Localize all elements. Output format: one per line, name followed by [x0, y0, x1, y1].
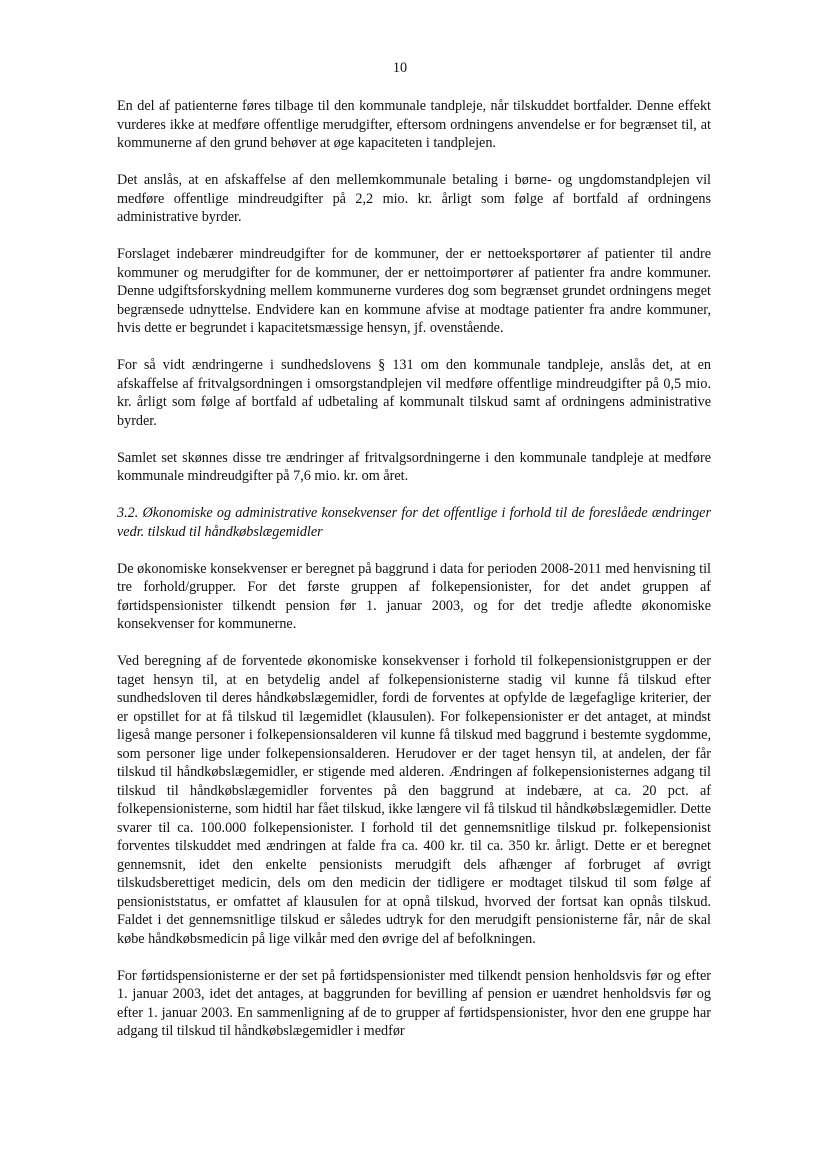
- paragraph-intermunicipal-payment: Det anslås, at en afskaffelse af den mellemkommunale betaling i børne- og ungdomstandplejen vil medføre offentlige mindreudgifter på 2,2 mio. kr. årligt som følge af bortfald af ordningens administrative byrder.: [117, 172, 711, 225]
- paragraph-pensioner-group: Ved beregning af de forventede økonomiske konsekvenser i forhold til folkepensionistgruppen er der taget hensyn til, at en betydelig andel af folkepensionisterne stadig vil kunne få tilskud efter sundhedsloven til deres håndkøbslægemidler, fordi de forventes at opfylde de lægefaglige kriterier, der er opstillet for at få tilskud til lægemidlet (klausulen). For folkepensionister er det antaget, at mindst ligeså mange personer i folkepensionsalderen vil kunne få tilskud med baggrund i bestemte sygdomme, som personer lige under folkepensionsalderen. Herudover er der taget hensyn til, at andelen, der får tilskud til håndkøbslægemidler, er stigende med alderen. Ændringen af folkepensionisternes adgang til tilskud til håndkøbslægemidler forventes på den baggrund at indebære, at ca. 20 pct. af folkepensionisterne, som hidtil har fået tilskud, ikke længere vil få tilskud til håndkøbslægemidler. Dette svarer til ca. 100.000 folkepensionister. I forhold til det gennemsnitlige tilskud pr. folkepensionist forventes tilskuddet med ændringen at falde fra ca. 400 kr. til ca. 350 kr. årligt. Dette er et beregnet gennemsnit, idet den enkelte pensionists merudgift dels afhænger af forbruget af øvrigt tilskudsberettiget medicin, dels om den medicin der tidligere er modtaget tilskud til som følge af pensioniststatus, er omfattet af klausulen for at opnå tilskud, hvorved der fortsat kan opnås tilskud. Faldet i det gennemsnitlige tilskud er således udtryk for den merudgift pensionisterne får, når de skal købe håndkøbsmedicin på lige vilkår med den øvrige del af befolkningen.: [117, 653, 711, 947]
- paragraph-total-estimate: Samlet set skønnes disse tre ændringer af fritvalgsordningerne i den kommunale tandpleje at medføre kommunale mindreudgifter på 7,6 mio. kr. om året.: [117, 449, 711, 484]
- paragraph-calculation-basis: De økonomiske konsekvenser er beregnet på baggrund i data for perioden 2008-2011 med henvisning til tre forhold/grupper. For det første gruppen af folkepensionister, for det andet gruppen af førtidspensionister tilkendt pension før 1. januar 2003, og for det tredje afledte økonomiske konsekvenser for kommunerne.: [117, 560, 711, 632]
- paragraph-section-131: For så vidt ændringerne i sundhedslovens § 131 om den kommunale tandpleje, anslås det, at en afskaffelse af fritvalgsordningen i omsorgstandplejen vil medføre offentlige mindreudgifter på 0,5 mio. kr. årligt som følge af bortfald af udbetaling af kommunalt tilskud samt af ordningens administrative byrder.: [117, 357, 711, 429]
- paragraph-early-retirees: For førtidspensionisterne er der set på førtidspensionister med tilkendt pension henholdsvis før og efter 1. januar 2003, idet det antages, at baggrunden for bevilling af pension er uændret henholdsvis før og efter 1. januar 2003. En sammenligning af de to grupper af førtidspensionister, hvor den ene gruppe har adgang til tilskud til håndkøbslægemidler i medfør: [117, 967, 711, 1039]
- paragraph-net-exporters: Forslaget indebærer mindreudgifter for de kommuner, der er nettoeksportører af patienter til andre kommuner og merudgifter for de kommuner, der er nettoimportører af patienter fra andre kommuner. Denne udgiftsforskydning mellem kommunerne vurderes dog som begrænset grundet ordningens meget begrænsede udnyttelse. Endvidere kan en kommune afvise at modtage patienter fra andre kommuner, hvis dette er begrundet i kapacitetsmæssige hensyn, jf. ovenstående.: [117, 246, 711, 336]
- page-number: 10: [392, 60, 408, 76]
- document-body: [117, 97, 711, 1059]
- section-heading-3-2: 3.2. Økonomiske og administrative konsekvenser for det offentlige i forhold til de foreslåede ændringer vedr. tilskud til håndkøbslægemidler: [117, 505, 711, 540]
- paragraph-patients-returned: En del af patienterne føres tilbage til den kommunale tandpleje, når tilskuddet bortfalder. Denne effekt vurderes ikke at medføre offentlige merudgifter, eftersom ordningens anvendelse er for begrænset til, at kommunerne af den grund behøver at øge kapaciteten i tandplejen.: [117, 98, 711, 151]
